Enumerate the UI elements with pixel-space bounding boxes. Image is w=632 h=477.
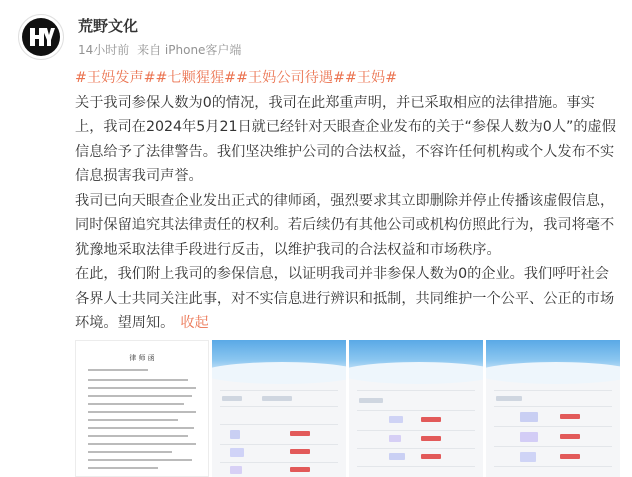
post-meta bbox=[78, 41, 245, 58]
image-grid bbox=[75, 340, 620, 477]
collapse-link[interactable]: 收起 bbox=[180, 315, 209, 331]
post-paragraph: 我司已向天眼查企业发出正式的律师函，强烈要求其立即删除并停止传播该虚假信息，同时保留追究其法律责任的权利。若后续仍有其他公司或机构仿照此行为，我司将毫不犹豫地采取法律手段进行反击，以维护我司的合法权益和市场秩序。 bbox=[75, 192, 615, 258]
insurance-record-screenshot[interactable] bbox=[486, 340, 620, 477]
hashtag-link[interactable]: #王妈# bbox=[344, 70, 398, 86]
brand-logo-icon bbox=[22, 18, 60, 56]
lawyer-letter-image[interactable] bbox=[75, 340, 209, 477]
author-avatar[interactable] bbox=[18, 14, 64, 60]
hashtag-link[interactable]: #王妈公司待遇# bbox=[236, 70, 345, 86]
post-paragraph: 关于我司参保人数为0的情况，我司在此郑重声明，并已采取相应的法律措施。事实上，我司在2024年5月21日就已经针对天眼查企业发布的关于“参保人数为0人”的虚假信息给予了法律警告。我们坚决维护公司的合法权益，不容许任何机构或个人发布不实信息损害我司声誉。 bbox=[75, 94, 616, 184]
hashtag-link[interactable]: #七颗猩猩# bbox=[155, 70, 237, 86]
author-name[interactable]: 荒野文化 bbox=[78, 17, 139, 35]
post-time[interactable]: 14小时前 bbox=[78, 43, 130, 57]
post-source: 来自 iPhone客户端 bbox=[137, 43, 242, 57]
lawyer-letter-title: 律 师 函 bbox=[129, 354, 155, 362]
insurance-record-screenshot[interactable] bbox=[349, 340, 483, 477]
insurance-record-screenshot[interactable] bbox=[212, 340, 346, 477]
hashtag-link[interactable]: #王妈发声# bbox=[75, 70, 156, 86]
post-body bbox=[75, 66, 620, 336]
hashtag-list bbox=[75, 66, 620, 91]
post-paragraph: 在此，我们附上我司的参保信息，以证明我司并非参保人数为0的企业。我们呼吁社会各界人士共同关注此事，对不实信息进行辨识和抵制，共同维护一个公平、公正的市场环境。望周知。 收起 bbox=[75, 266, 615, 331]
